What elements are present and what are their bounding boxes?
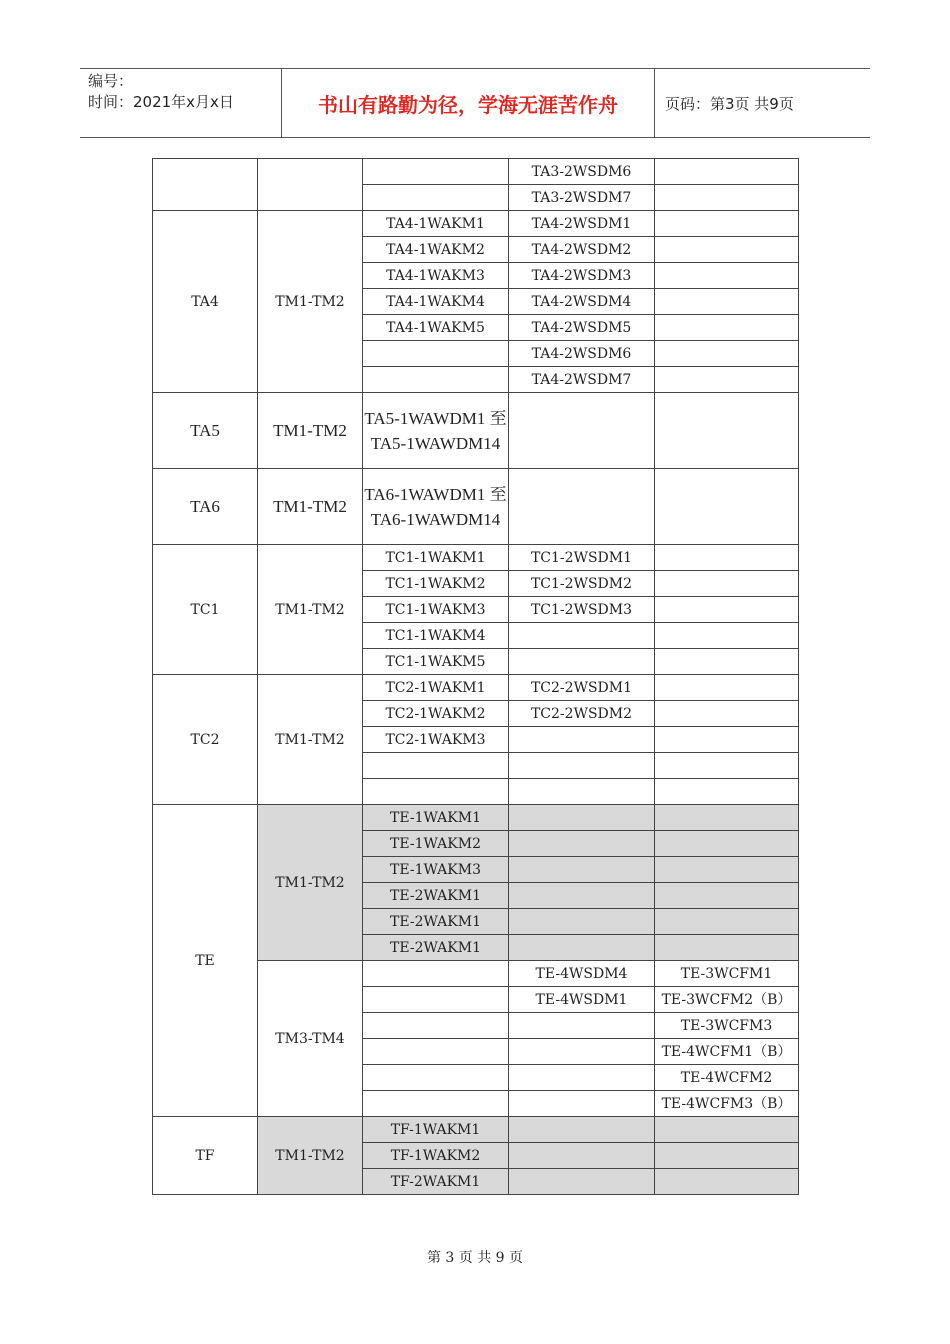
col-b-cell: TA4-2WSDM5	[509, 315, 655, 341]
col-b-cell	[509, 831, 655, 857]
col-c-cell: TE-4WCFM3（B）	[655, 1091, 799, 1117]
col-a-cell: TE-2WAKM1	[363, 883, 509, 909]
table-row	[153, 211, 799, 237]
col-c-cell: TE-3WCFM2（B）	[655, 987, 799, 1013]
col-c-cell	[655, 469, 799, 545]
range-cell: TM1-TM2	[258, 211, 363, 393]
col-a-cell: TA4-1WAKM5	[363, 315, 509, 341]
col-c-cell	[655, 185, 799, 211]
range-cell: TM3-TM4	[258, 961, 363, 1117]
col-c-cell	[655, 779, 799, 805]
col-a-cell: TE-1WAKM1	[363, 805, 509, 831]
col-b-cell: TC2-2WSDM2	[509, 701, 655, 727]
col-c-cell	[655, 805, 799, 831]
col-a-cell: TA4-1WAKM1	[363, 211, 509, 237]
col-b-cell: TE-4WSDM1	[509, 987, 655, 1013]
col-b-cell	[509, 649, 655, 675]
header-meta	[80, 69, 282, 137]
col-a-cell	[363, 753, 509, 779]
range-cell	[258, 159, 363, 211]
col-c-cell: TE-4WCFM1（B）	[655, 1039, 799, 1065]
date-label: 时间：2021年x月x日	[88, 93, 234, 111]
col-b-cell: TC1-2WSDM2	[509, 571, 655, 597]
col-b-cell: TC1-2WSDM1	[509, 545, 655, 571]
table-row	[153, 675, 799, 701]
header-motto: 书山有路勤为径，学海无涯苦作舟	[282, 69, 655, 137]
col-a-cell: TC1-1WAKM2	[363, 571, 509, 597]
col-a-cell	[363, 341, 509, 367]
col-b-cell	[509, 1065, 655, 1091]
range-cell: TM1-TM2	[258, 675, 363, 805]
table-row	[153, 805, 799, 831]
col-a-cell	[363, 961, 509, 987]
group-cell	[153, 159, 258, 211]
col-c-cell	[655, 393, 799, 469]
code-label: 编号：	[88, 72, 134, 90]
col-c-cell	[655, 289, 799, 315]
col-a-cell: TC2-1WAKM3	[363, 727, 509, 753]
group-cell: TC1	[153, 545, 258, 675]
page-header	[80, 68, 870, 138]
col-c-cell	[655, 701, 799, 727]
group-cell: TC2	[153, 675, 258, 805]
group-cell: TA5	[153, 393, 258, 469]
col-c-cell	[655, 341, 799, 367]
group-cell: TA6	[153, 469, 258, 545]
col-a-cell	[363, 367, 509, 393]
range-cell: TM1-TM2	[258, 545, 363, 675]
table-row	[153, 1117, 799, 1143]
col-c-cell	[655, 367, 799, 393]
col-a-cell	[363, 1013, 509, 1039]
range-cell: TM1-TM2	[258, 805, 363, 961]
col-b-cell	[509, 727, 655, 753]
col-c-cell	[655, 315, 799, 341]
col-a-cell	[363, 185, 509, 211]
col-b-cell	[509, 1039, 655, 1065]
col-c-cell	[655, 597, 799, 623]
col-a-cell: TC2-1WAKM1	[363, 675, 509, 701]
col-b-cell	[509, 883, 655, 909]
col-c-cell: TE-4WCFM2	[655, 1065, 799, 1091]
col-c-cell	[655, 1117, 799, 1143]
col-a-cell: TC1-1WAKM5	[363, 649, 509, 675]
col-b-cell	[509, 909, 655, 935]
col-c-cell	[655, 675, 799, 701]
group-cell: TF	[153, 1117, 258, 1195]
col-c-cell	[655, 623, 799, 649]
col-c-cell	[655, 545, 799, 571]
col-c-cell	[655, 857, 799, 883]
col-a-cell: TE-2WAKM1	[363, 909, 509, 935]
col-b-cell	[509, 857, 655, 883]
col-a-cell: TA4-1WAKM2	[363, 237, 509, 263]
col-a-cell: TF-2WAKM1	[363, 1169, 509, 1195]
col-a-cell	[363, 1039, 509, 1065]
table-row	[153, 159, 799, 185]
header-page-label: 页码：第3页 共9页	[665, 94, 794, 113]
col-b-cell	[509, 1091, 655, 1117]
col-c-cell	[655, 753, 799, 779]
col-c-cell	[655, 211, 799, 237]
table-row	[153, 393, 799, 469]
col-a-cell	[363, 159, 509, 185]
col-c-cell	[655, 649, 799, 675]
col-a-cell: TE-1WAKM2	[363, 831, 509, 857]
col-b-cell	[509, 753, 655, 779]
col-b-cell: TA4-2WSDM1	[509, 211, 655, 237]
col-c-cell	[655, 237, 799, 263]
col-b-cell	[509, 623, 655, 649]
col-b-cell	[509, 469, 655, 545]
col-a-cell: TA4-1WAKM4	[363, 289, 509, 315]
col-b-cell: TA4-2WSDM7	[509, 367, 655, 393]
col-a-cell	[363, 779, 509, 805]
col-a-cell	[363, 1065, 509, 1091]
col-a-cell: TF-1WAKM1	[363, 1117, 509, 1143]
col-b-cell	[509, 1013, 655, 1039]
col-c-cell	[655, 263, 799, 289]
group-cell: TA4	[153, 211, 258, 393]
col-c-cell	[655, 831, 799, 857]
col-c-cell	[655, 159, 799, 185]
range-cell: TM1-TM2	[258, 1117, 363, 1195]
col-a-cell: TC1-1WAKM1	[363, 545, 509, 571]
col-a-cell: TF-1WAKM2	[363, 1143, 509, 1169]
col-a-cell	[363, 987, 509, 1013]
col-b-cell: TA3-2WSDM7	[509, 185, 655, 211]
range-cell: TM1-TM2	[258, 393, 363, 469]
col-b-cell: TC1-2WSDM3	[509, 597, 655, 623]
col-b-cell	[509, 1169, 655, 1195]
col-c-cell	[655, 883, 799, 909]
col-c-cell	[655, 727, 799, 753]
col-b-cell: TA3-2WSDM6	[509, 159, 655, 185]
col-b-cell: TE-4WSDM4	[509, 961, 655, 987]
col-b-cell: TA4-2WSDM3	[509, 263, 655, 289]
col-a-cell: TE-2WAKM1	[363, 935, 509, 961]
col-b-cell	[509, 935, 655, 961]
col-b-cell	[509, 779, 655, 805]
col-c-cell	[655, 571, 799, 597]
col-b-cell: TA4-2WSDM2	[509, 237, 655, 263]
col-b-cell: TA4-2WSDM6	[509, 341, 655, 367]
col-c-cell: TE-3WCFM3	[655, 1013, 799, 1039]
col-c-cell	[655, 1169, 799, 1195]
col-a-cell: TA6-1WAWDM1 至 TA6-1WAWDM14	[363, 469, 509, 545]
col-a-cell	[363, 1091, 509, 1117]
table-row	[153, 545, 799, 571]
col-b-cell	[509, 805, 655, 831]
col-a-cell: TC1-1WAKM4	[363, 623, 509, 649]
col-c-cell	[655, 1143, 799, 1169]
range-cell: TM1-TM2	[258, 469, 363, 545]
col-b-cell	[509, 1117, 655, 1143]
group-cell: TE	[153, 805, 258, 1117]
table-row	[153, 469, 799, 545]
col-a-cell: TE-1WAKM3	[363, 857, 509, 883]
col-b-cell	[509, 1143, 655, 1169]
col-a-cell: TC2-1WAKM2	[363, 701, 509, 727]
col-a-cell: TC1-1WAKM3	[363, 597, 509, 623]
col-a-cell: TA5-1WAWDM1 至 TA5-1WAWDM14	[363, 393, 509, 469]
col-c-cell	[655, 935, 799, 961]
col-c-cell	[655, 909, 799, 935]
col-b-cell: TA4-2WSDM4	[509, 289, 655, 315]
page-footer: 第 3 页 共 9 页	[426, 1250, 524, 1266]
col-c-cell: TE-3WCFM1	[655, 961, 799, 987]
col-b-cell	[509, 393, 655, 469]
equipment-table	[152, 158, 799, 1195]
col-b-cell: TC2-2WSDM1	[509, 675, 655, 701]
col-a-cell: TA4-1WAKM3	[363, 263, 509, 289]
